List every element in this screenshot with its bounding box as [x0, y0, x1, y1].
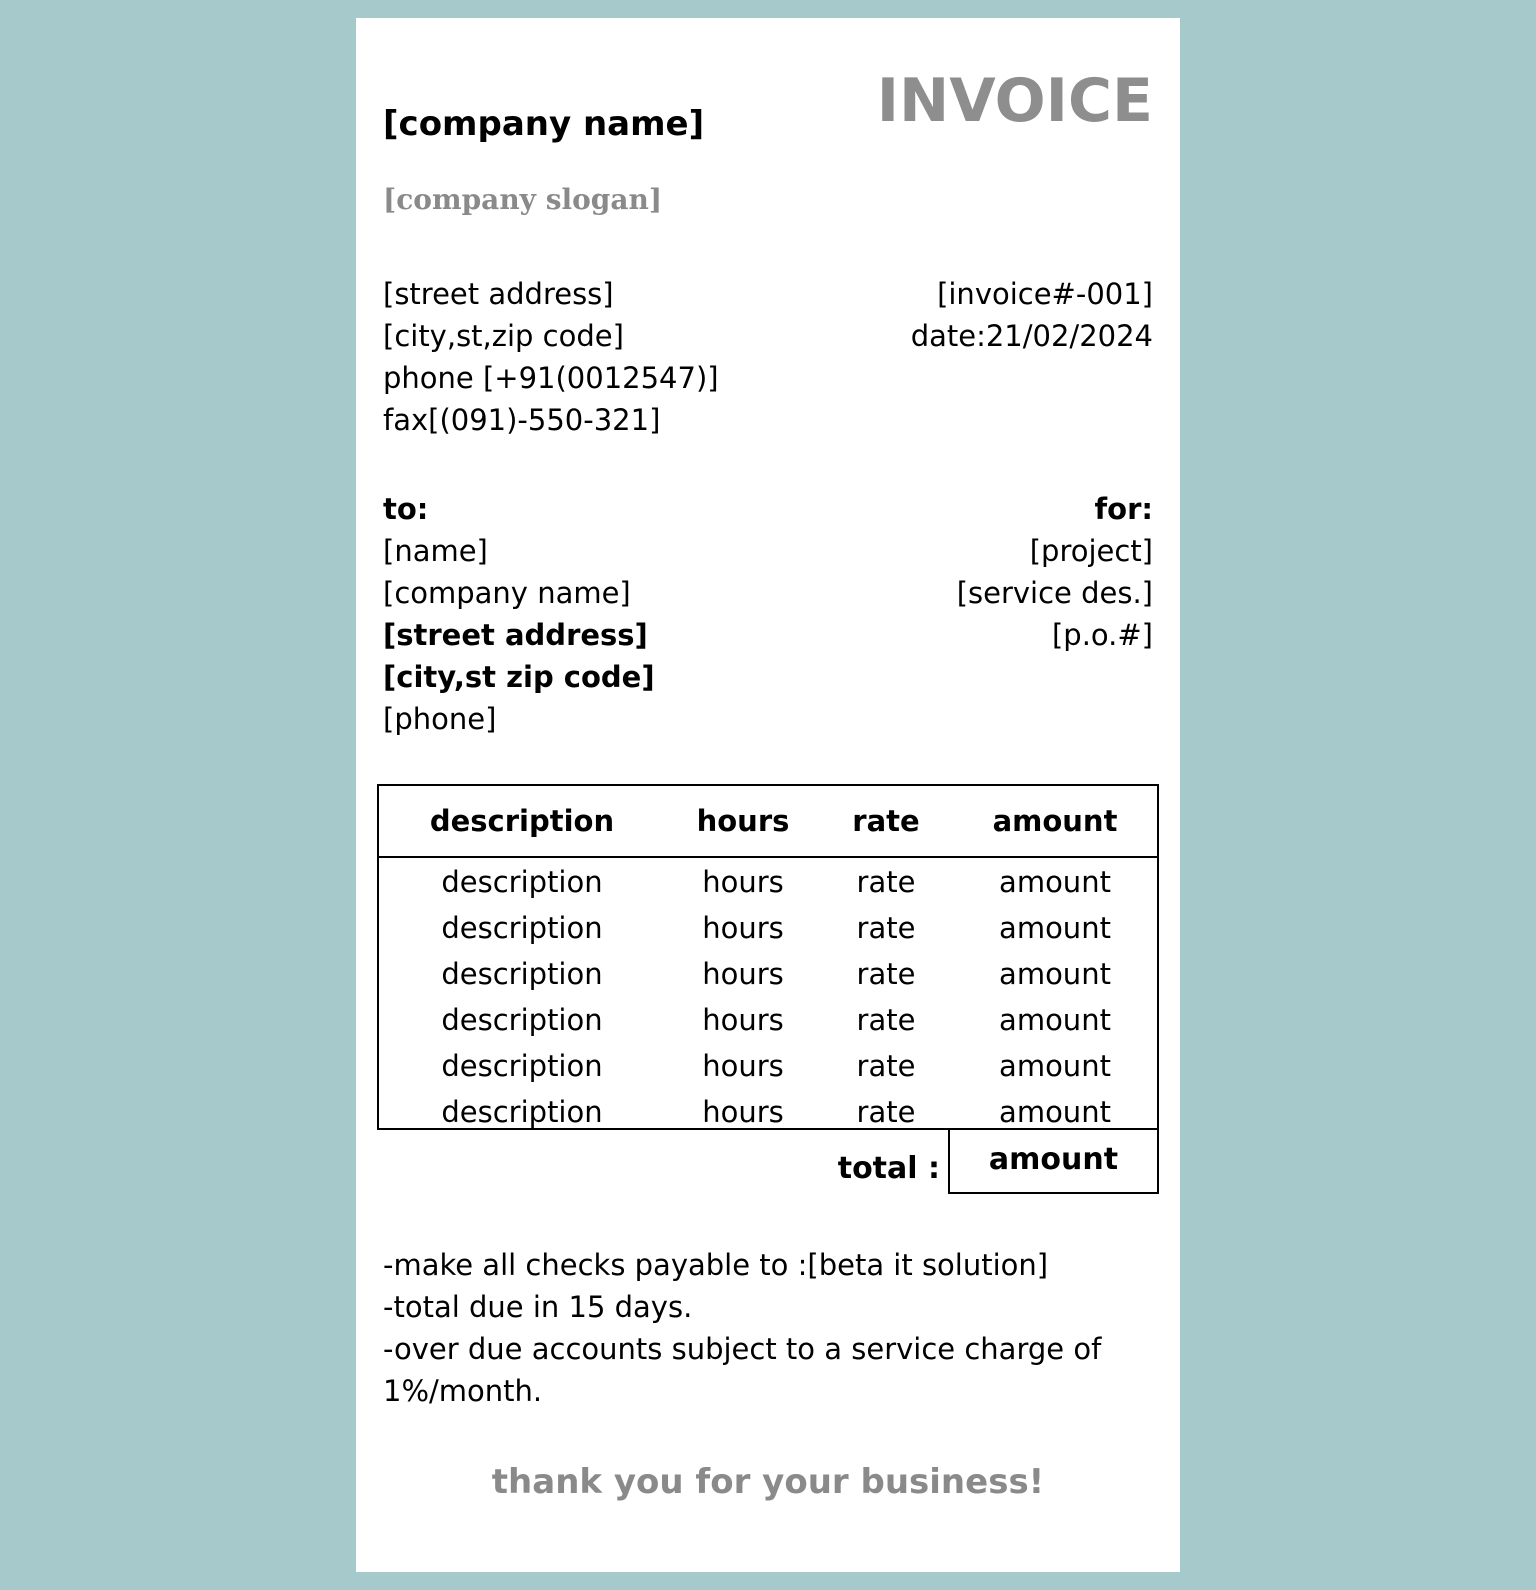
column-header-description: description: [429, 804, 615, 838]
sender-address-block: [383, 273, 719, 441]
row-hours: hours: [702, 957, 784, 991]
bill-to-block: [383, 488, 655, 740]
column-header-amount: amount: [992, 804, 1118, 838]
row-hours: hours: [702, 1003, 784, 1037]
invoice-title: INVOICE: [876, 66, 1153, 136]
to-heading: to:: [383, 492, 429, 526]
row-amount: amount: [999, 957, 1111, 991]
sender-street: [street address]: [383, 277, 614, 311]
to-phone: [phone]: [383, 702, 497, 736]
row-description: description: [441, 865, 603, 899]
row-rate: rate: [856, 957, 916, 991]
table-row: [379, 997, 1157, 1043]
row-hours: hours: [702, 1049, 784, 1083]
row-rate: rate: [856, 1095, 916, 1129]
invoice-number: [invoice#-001]: [937, 277, 1153, 311]
row-rate: rate: [856, 911, 916, 945]
table-row: [379, 905, 1157, 951]
row-description: description: [441, 1003, 603, 1037]
row-description: description: [441, 911, 603, 945]
row-rate: rate: [856, 1049, 916, 1083]
total-label: total :: [837, 1151, 940, 1186]
for-project: [project]: [1029, 534, 1153, 568]
company-slogan: [company slogan]: [383, 183, 663, 216]
invoice-date: date:21/02/2024: [910, 319, 1153, 353]
sender-city: [city,st,zip code]: [383, 319, 624, 353]
for-heading: for:: [1094, 492, 1153, 526]
payment-terms: [383, 1244, 1101, 1412]
table-row: [379, 1043, 1157, 1089]
row-hours: hours: [702, 865, 784, 899]
row-amount: amount: [999, 1095, 1111, 1129]
table-row: [379, 859, 1157, 905]
row-rate: rate: [856, 865, 916, 899]
to-city: [city,st zip code]: [383, 660, 655, 694]
table-row: [379, 951, 1157, 997]
row-description: description: [441, 1049, 603, 1083]
table-header: [379, 786, 1157, 858]
for-po: [p.o.#]: [1051, 618, 1153, 652]
sender-fax: fax[(091)-550-321]: [383, 403, 661, 437]
row-amount: amount: [999, 865, 1111, 899]
items-table: [377, 784, 1159, 1130]
for-block: [957, 488, 1153, 656]
invoice-page: [356, 18, 1180, 1572]
row-description: description: [441, 1095, 603, 1129]
row-rate: rate: [856, 1003, 916, 1037]
column-header-hours: hours: [696, 804, 790, 838]
terms-line: 1%/month.: [383, 1374, 543, 1408]
row-amount: amount: [999, 911, 1111, 945]
thank-you-message: thank you for your business!: [491, 1462, 1045, 1502]
terms-line: -total due in 15 days.: [383, 1290, 693, 1324]
to-name: [name]: [383, 534, 488, 568]
terms-line: -make all checks payable to :[beta it solution]: [383, 1248, 1049, 1282]
to-street: [street address]: [383, 618, 648, 652]
row-amount: amount: [999, 1003, 1111, 1037]
column-header-rate: rate: [852, 804, 920, 838]
row-hours: hours: [702, 911, 784, 945]
total-amount: amount: [948, 1129, 1159, 1194]
row-amount: amount: [999, 1049, 1111, 1083]
row-hours: hours: [702, 1095, 784, 1129]
sender-phone: phone [+91(0012547)]: [383, 361, 719, 395]
to-company: [company name]: [383, 576, 631, 610]
invoice-meta-block: [911, 273, 1153, 357]
for-service: [service des.]: [956, 576, 1153, 610]
terms-line: -over due accounts subject to a service charge of: [383, 1332, 1102, 1366]
company-name: [company name]: [383, 104, 705, 144]
row-description: description: [441, 957, 603, 991]
